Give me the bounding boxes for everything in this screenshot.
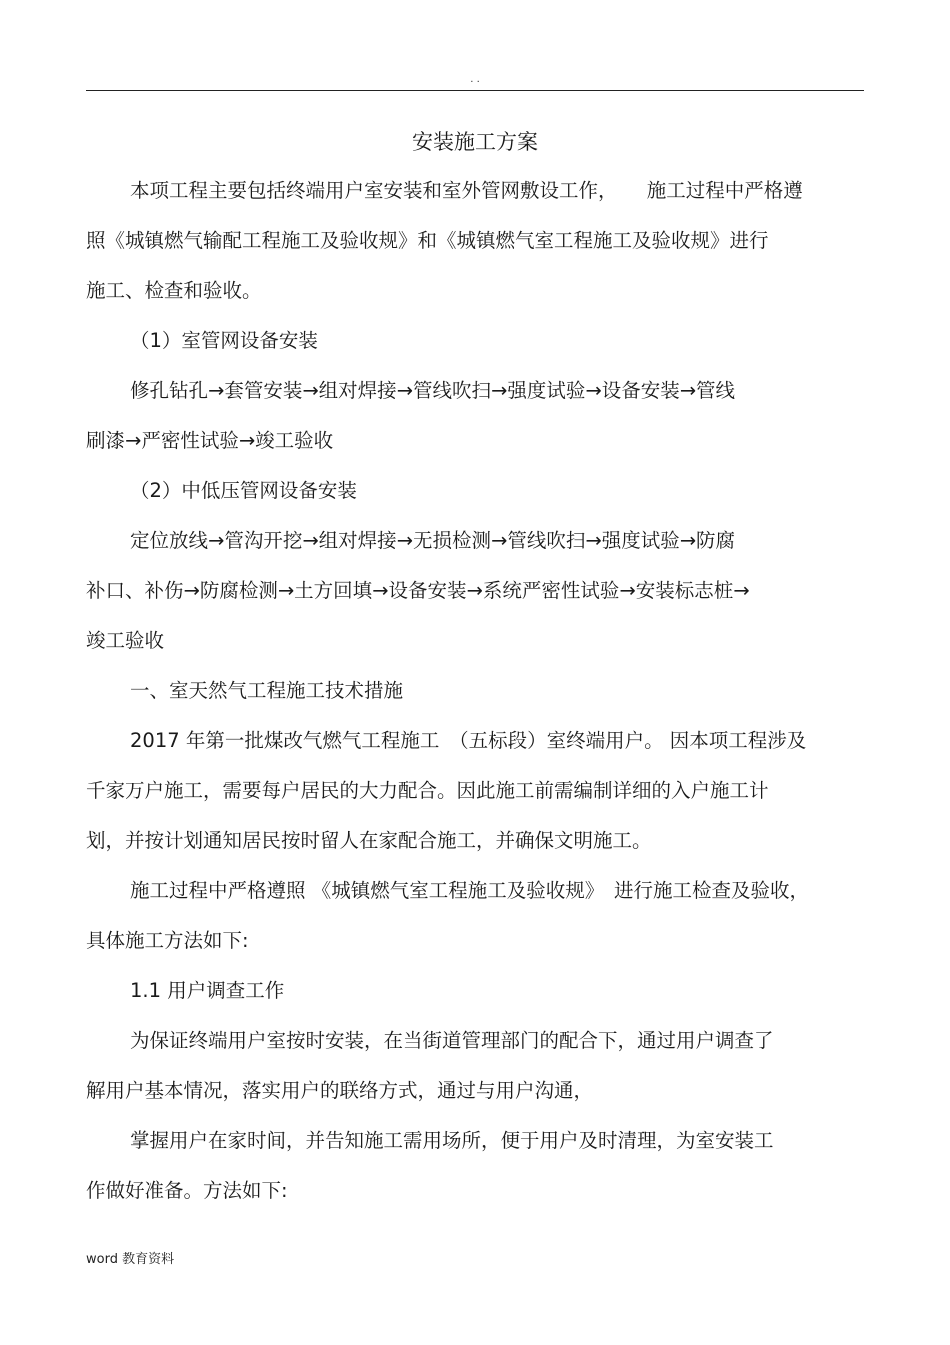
- paragraph-line: 施工、检查和验收。: [86, 279, 262, 302]
- paragraph-line: 照《城镇燃气输配工程施工及验收规》和《城镇燃气室工程施工及验收规》进行: [86, 229, 769, 252]
- paragraph-line: 划，并按计划通知居民按时留人在家配合施工，并确保文明施工。: [86, 829, 652, 852]
- header-rule: [86, 90, 864, 91]
- paragraph-line: 补口、补伤→防腐检测→土方回填→设备安装→系统严密性试验→安装标志桩→: [86, 579, 750, 602]
- paragraph-line: 作做好准备。方法如下:: [86, 1179, 288, 1202]
- document-title: 安装施工方案: [412, 130, 538, 154]
- section-heading: 1.1 用户调查工作: [130, 979, 285, 1002]
- paragraph-line: 定位放线→管沟开挖→组对焊接→无损检测→管线吹扫→强度试验→防腐: [130, 529, 736, 552]
- paragraph-line: 掌握用户在家时间，并告知施工需用场所，便于用户及时清理，为室安装工: [130, 1129, 774, 1152]
- section-heading: （2）中低压管网设备安装: [130, 479, 357, 502]
- paragraph-line: 解用户基本情况，落实用户的联络方式，通过与用户沟通，: [86, 1079, 594, 1102]
- paragraph-line: 刷漆→严密性试验→竣工验收: [86, 429, 334, 452]
- footer-label: word 教育资料: [86, 1252, 175, 1267]
- paragraph-line: 为保证终端用户室按时安装，在当街道管理部门的配合下，通过用户调查了: [130, 1029, 774, 1052]
- paragraph-line: 本项工程主要包括终端用户室安装和室外管网敷设工作， 施工过程中严格遵: [130, 179, 803, 202]
- paragraph-line: 竣工验收: [86, 629, 165, 652]
- paragraph-line: 千家万户施工，需要每户居民的大力配合。因此施工前需编制详细的入户施工计: [86, 779, 769, 802]
- paragraph-line: 具体施工方法如下:: [86, 929, 249, 952]
- section-heading: （1）室管网设备安装: [130, 329, 318, 352]
- paragraph-line: 2017 年第一批煤改气燃气工程施工 （五标段）室终端用户。 因本项工程涉及: [130, 729, 807, 752]
- paragraph-line: 修孔钻孔→套管安装→组对焊接→管线吹扫→强度试验→设备安装→管线: [130, 379, 736, 402]
- paragraph-line: 施工过程中严格遵照 《城镇燃气室工程施工及验收规》 进行施工检查及验收，: [130, 879, 809, 902]
- section-heading: 一、室天然气工程施工技术措施: [130, 679, 404, 702]
- header-marker: . .: [470, 74, 480, 85]
